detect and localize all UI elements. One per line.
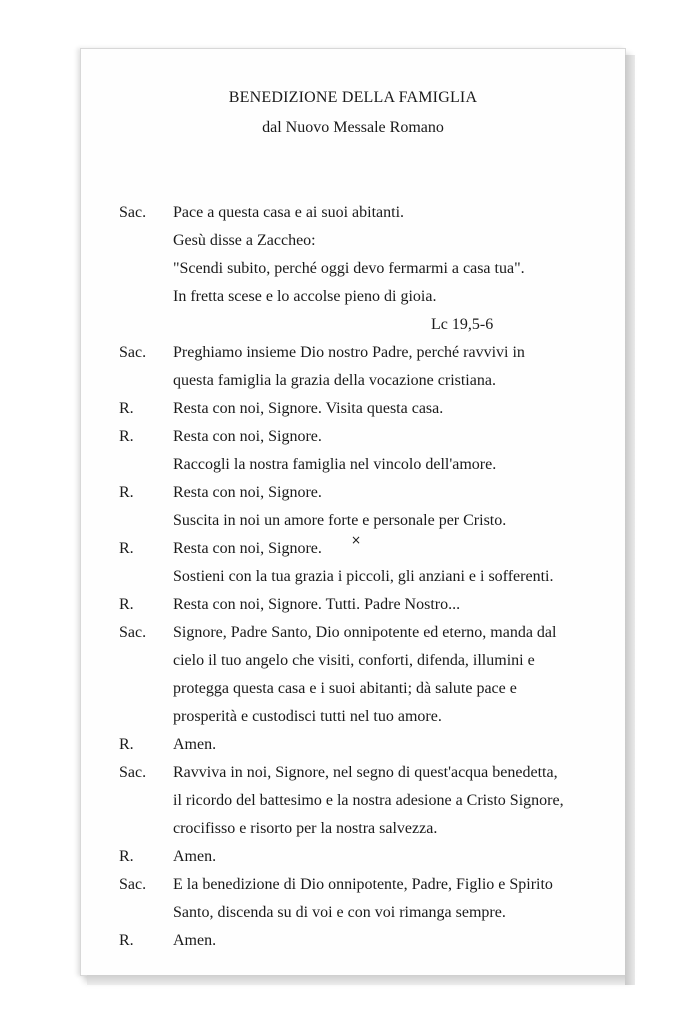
- speaker-label: R.: [119, 932, 134, 949]
- prayer-line: Signore, Padre Santo, Dio onnipotente ed eterno, manda dal: [173, 624, 557, 641]
- prayer-line: crocifisso e risorto per la nostra salvezza.: [173, 820, 438, 837]
- prayer-line: Pace a questa casa e ai suoi abitanti.: [173, 204, 405, 221]
- prayer-line: Resta con noi, Signore. Tutti. Padre Nostro...: [173, 596, 461, 613]
- document-title: BENEDIZIONE DELLA FAMIGLIA: [228, 89, 478, 106]
- document-subtitle: dal Nuovo Messale Romano: [262, 119, 444, 136]
- prayer-line: Gesù disse a Zaccheo:: [173, 232, 316, 249]
- prayer-line: Sostieni con la tua grazia i piccoli, gli anziani e i sofferenti.: [173, 568, 554, 585]
- prayer-line: Amen.: [173, 848, 217, 865]
- speaker-label: Sac.: [119, 624, 147, 641]
- speaker-label: R.: [119, 484, 134, 501]
- prayer-line: cielo il tuo angelo che visiti, conforti, difenda, illumini e: [173, 652, 535, 669]
- speaker-label: R.: [119, 596, 134, 613]
- prayer-line: questa famiglia la grazia della vocazione cristiana.: [173, 372, 496, 389]
- speaker-label: Sac.: [119, 876, 147, 893]
- prayer-line: Raccogli la nostra famiglia nel vincolo dell'amore.: [173, 456, 497, 473]
- prayer-line: E la benedizione di Dio onnipotente, Padre, Figlio e Spirito: [173, 876, 553, 893]
- prayer-line: prosperità e custodisci tutti nel tuo amore.: [173, 708, 442, 725]
- speaker-label: R.: [119, 848, 134, 865]
- prayer-line: Resta con noi, Signore.: [173, 428, 322, 445]
- speaker-label: R.: [119, 428, 134, 445]
- prayer-line: Amen.: [173, 932, 217, 949]
- prayer-line: Suscita in noi un amore forte e personale per Cristo.: [173, 512, 507, 529]
- prayer-line: il ricordo del battesimo e la nostra adesione a Cristo Signore,: [173, 792, 564, 809]
- speaker-label: R.: [119, 540, 134, 557]
- prayer-line: Resta con noi, Signore.: [173, 540, 322, 557]
- document-card: [80, 48, 626, 976]
- prayer-line: "Scendi subito, perché oggi devo fermarmi a casa tua".: [173, 260, 525, 277]
- prayer-line: Resta con noi, Signore. Visita questa casa.: [173, 400, 444, 417]
- prayer-line: Ravviva in noi, Signore, nel segno di quest'acqua benedetta,: [173, 764, 558, 781]
- prayer-line: Amen.: [173, 736, 217, 753]
- prayer-line: protegga questa casa e i suoi abitanti; dà salute pace e: [173, 680, 517, 697]
- prayer-line: Resta con noi, Signore.: [173, 484, 322, 501]
- scripture-reference: Lc 19,5-6: [431, 316, 494, 333]
- speaker-label: R.: [119, 400, 134, 417]
- prayer-line: In fretta scese e lo accolse pieno di gioia.: [173, 288, 437, 305]
- prayer-line: Preghiamo insieme Dio nostro Padre, perché ravvivi in: [173, 344, 525, 361]
- prayer-line: Santo, discenda su di voi e con voi rimanga sempre.: [173, 904, 506, 921]
- speaker-label: R.: [119, 736, 134, 753]
- speaker-label: Sac.: [119, 204, 147, 221]
- small-cross-mark: ×: [351, 533, 362, 547]
- speaker-label: Sac.: [119, 764, 147, 781]
- speaker-label: Sac.: [119, 344, 147, 361]
